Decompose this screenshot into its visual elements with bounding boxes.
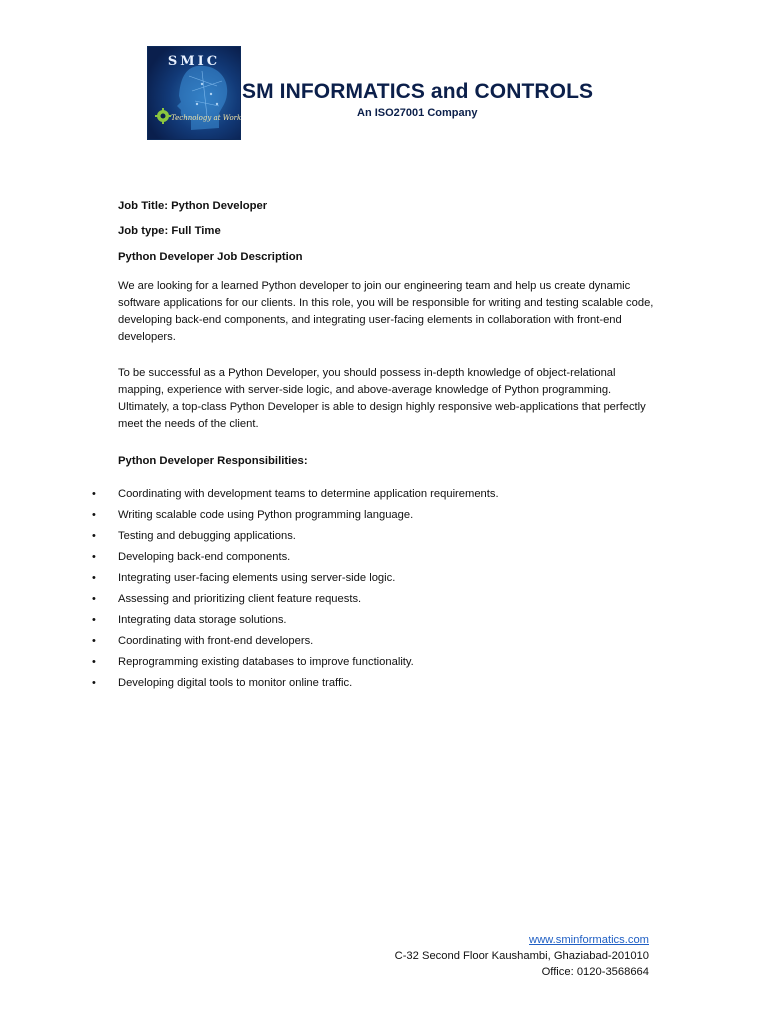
list-item: • Testing and debugging applications. — [92, 528, 692, 549]
description-heading: Python Developer Job Description — [118, 251, 303, 263]
company-subtitle: An ISO27001 Company — [357, 107, 478, 119]
logo-tagline: Technology at Work — [171, 114, 241, 122]
list-item: • Coordinating with front-end developers. — [92, 633, 692, 654]
footer-office-phone: Office: 0120-3568664 — [541, 966, 649, 978]
list-item: • Integrating data storage solutions. — [92, 612, 692, 633]
company-logo — [147, 46, 241, 140]
bullet-icon: • — [92, 677, 96, 689]
footer-contact — [395, 932, 649, 980]
list-item: • Developing digital tools to monitor online traffic. — [92, 675, 692, 696]
gear-icon — [155, 108, 171, 124]
bullet-icon: • — [92, 593, 96, 605]
logo-abbr: SMIC — [167, 54, 221, 69]
bullet-icon: • — [92, 635, 96, 647]
list-item: • Writing scalable code using Python programming language. — [92, 507, 692, 528]
list-item: • Reprogramming existing databases to improve functionality. — [92, 654, 692, 675]
job-title: Job Title: Python Developer — [118, 200, 268, 212]
list-item: • Assessing and prioritizing client feature requests. — [92, 591, 692, 612]
list-item: • Coordinating with development teams to determine application requirements. — [92, 486, 692, 507]
bullet-icon: • — [92, 656, 96, 668]
job-type: Job type: Full Time — [118, 225, 221, 237]
bullet-icon: • — [92, 614, 96, 626]
list-item: • Developing back-end components. — [92, 549, 692, 570]
footer-address: C-32 Second Floor Kaushambi, Ghaziabad-201010 — [394, 950, 649, 962]
bullet-icon: • — [92, 551, 96, 563]
company-name: SM INFORMATICS and CONTROLS — [242, 80, 594, 103]
bullet-icon: • — [92, 530, 96, 542]
bullet-icon: • — [92, 488, 96, 500]
list-item: • Integrating user-facing elements using server-side logic. — [92, 570, 692, 591]
responsibilities-heading: Python Developer Responsibilities: — [118, 455, 308, 467]
description-paragraph-2: To be successful as a Python Developer, you should possess in-depth knowledge of object-relational mapping, experience with server-side logic, and above-average knowledge of Python programming. Ultimately, a top-class Python Developer is able to design highly responsive web-applications that perfectly meet the needs of the client. — [118, 367, 646, 430]
website-link[interactable]: www.sminformatics.com — [529, 934, 649, 946]
description-paragraph-1: We are looking for a learned Python developer to join our engineering team and help us create dynamic software applications for our clients. In this role, you will be responsible for writing and testing scalable code, developing back-end components, and integrating user-facing elements in collaboration with front-end developers. — [118, 280, 654, 343]
responsibilities-list — [92, 486, 692, 696]
bullet-icon: • — [92, 509, 96, 521]
bullet-icon: • — [92, 572, 96, 584]
